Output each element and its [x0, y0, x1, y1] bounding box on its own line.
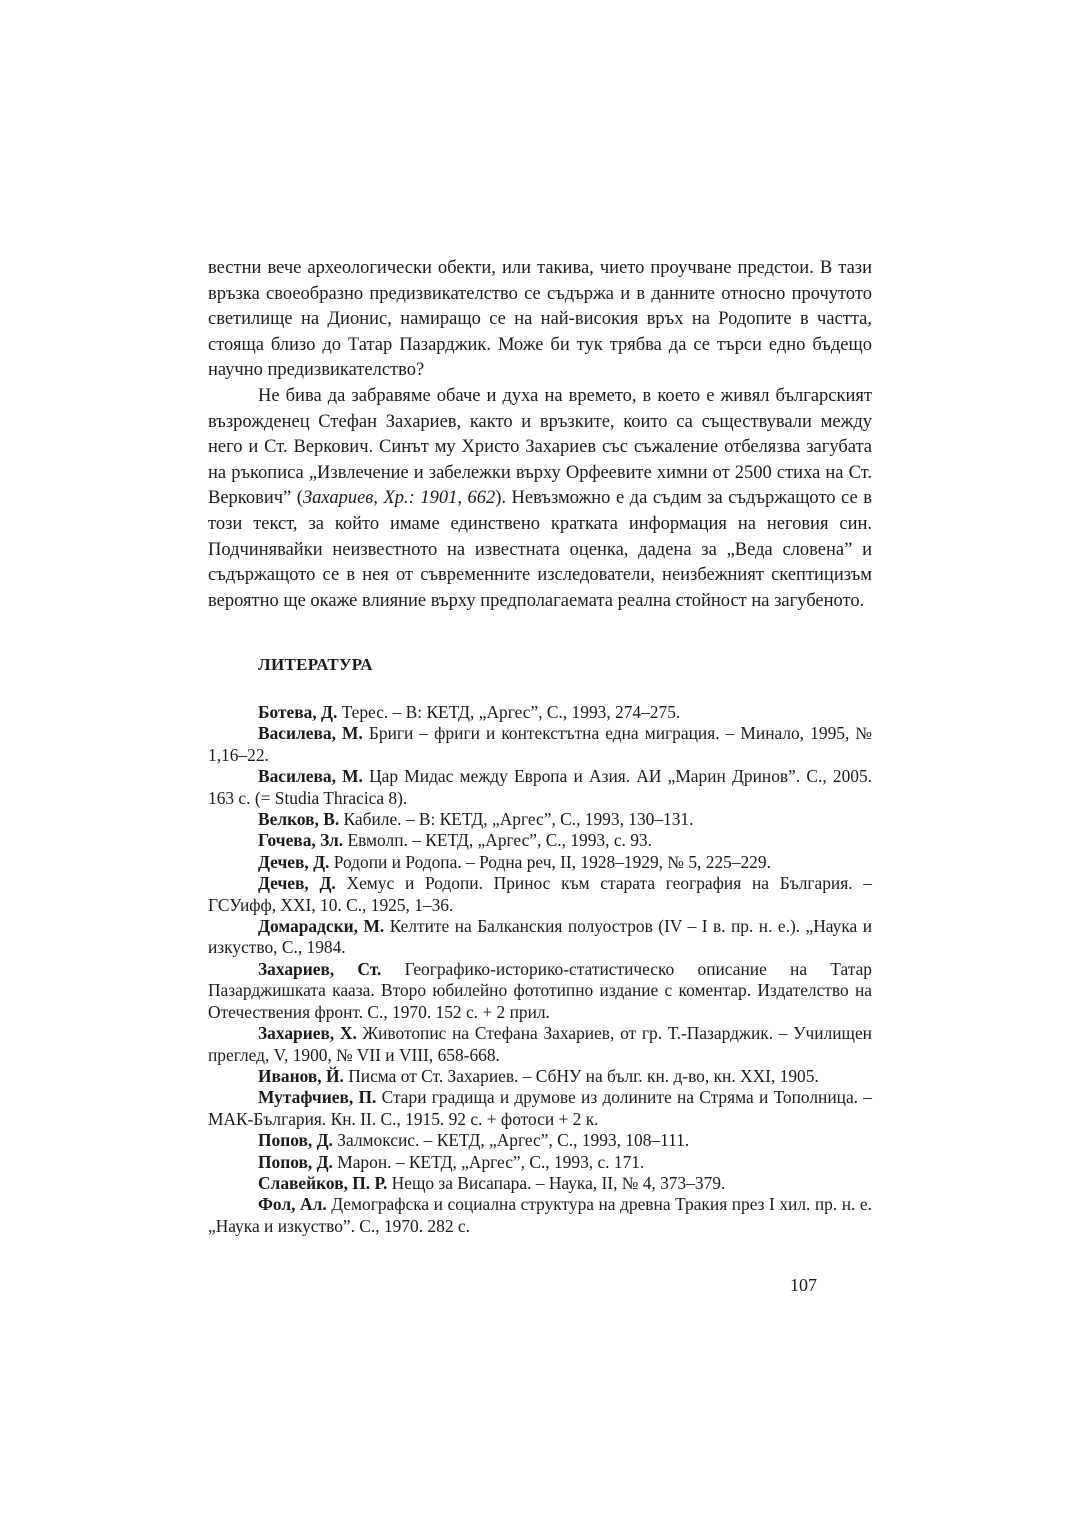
reference-details: Родопи и Родопа. – Родна реч, II, 1928–1929, № 5, 225–229. — [329, 851, 771, 872]
reference-author: Дечев, Д. — [258, 851, 330, 872]
references-list — [208, 702, 872, 1237]
reference-details: Терес. – В: КЕТД, „Аргес”, С., 1993, 274–275. — [337, 702, 681, 722]
reference-author: Захариев, Ст. — [258, 958, 382, 979]
reference-author: Попов, Д. — [258, 1151, 333, 1172]
reference-details: Залмоксис. – КЕТД, „Аргес”, С., 1993, 108–111. — [332, 1130, 690, 1151]
reference-details: Цар Мидас между Европа и Азия. АИ „Марин Дринов”. С., 2005. 163 с. (= Studia Thracica 8). — [208, 766, 873, 808]
reference-entry — [208, 1066, 872, 1087]
reference-entry — [208, 1194, 872, 1237]
reference-author: Велков, В. — [258, 809, 340, 830]
reference-details: Кабиле. – В: КЕТД, „Аргес”, С., 1993, 130–131. — [339, 809, 694, 830]
reference-entry — [208, 916, 872, 959]
literature-heading: ЛИТЕРАТУРА — [258, 655, 373, 674]
reference-entry — [208, 959, 872, 1023]
reference-entry — [208, 830, 872, 851]
reference-details: Географико-историко-статистическо описание на Татар Пазарджишката кааза. Второ юбилейно фототипно издание с коментар. Издателство на Отечествения фронт. С., 1970. 152 с. + 2 прил. — [208, 958, 872, 1022]
reference-entry — [208, 1023, 872, 1066]
reference-entry — [208, 702, 872, 723]
paragraph-text: ). Невъзможно е да съдим за съдържащото се в този текст, за който имаме единствено кратката информация на неговия син. Подчинявайки неизвестното на известната оценка, дадена за „Веда словена” и съдържащото се в нея от съвременните изследователи, неизбежният скептицизъм вероятно ще окаже влияние върху предполагаемата реална стойност на загубеното. — [208, 488, 872, 611]
reference-author: Гочева, Зл. — [258, 830, 344, 851]
reference-entry — [208, 852, 872, 873]
body-text — [208, 256, 872, 614]
reference-entry — [208, 723, 872, 766]
page-number: 107 — [790, 1275, 817, 1295]
body-paragraph — [208, 256, 872, 384]
reference-details: Марон. – КЕТД, „Аргес”, С., 1993, с. 171. — [332, 1151, 645, 1172]
reference-details: Стари градища и друмове из долините на Стряма и Тополница. – МАК-България. Кн. II. С., 1915. 92 с. + фотоси + 2 к. — [208, 1087, 872, 1129]
paragraph-text: вестни вече археологически обекти, или такива, чието проучване предстои. В тази връзка своеобразно предизвикателство се съдържа и в данните относно прочутото светилище на Дионис, намиращо се на най-високия връх на Родопите в частта, стояща близо до Татар Пазарджик. Може би тук трябва да се търси едно бъдещо научно предизвикателство? — [208, 258, 872, 381]
reference-author: Иванов, Й. — [258, 1065, 344, 1086]
reference-author: Домарадски, М. — [258, 916, 385, 937]
reference-entry — [208, 1130, 872, 1151]
paragraph-text: Не бива да забравяме обаче и духа на времето, в което е живял българският възрожденец Стефан Захариев, както и връзките, които са съществували между него и Ст. Веркович. Синът му Христо Захариев със съжаление отбелязва загубата на ръкописа „Извлечение и забележки върху Орфеевите химни от 2500 стиха на Ст. Веркович” ( — [208, 385, 872, 509]
reference-author: Фол, Ал. — [258, 1194, 327, 1215]
body-paragraph — [208, 384, 872, 614]
reference-author: Ботева, Д. — [258, 702, 338, 722]
reference-details: Нещо за Висапара. – Наука, II, № 4, 373–379. — [387, 1172, 726, 1193]
reference-author: Дечев, Д. — [258, 873, 336, 894]
reference-details: Хемус и Родопи. Принос към старата география на България. – ГСУифф, XXI, 10. С., 1925, 1–36. — [208, 873, 872, 915]
reference-details: Писма от Ст. Захариев. – СбНУ на бълг. кн. д-во, кн. XXI, 1905. — [343, 1065, 819, 1086]
reference-details: Демографска и социална структура на древна Тракия през I хил. пр. н. е. „Наука и изкуство”. С., 1970. 282 с. — [208, 1194, 872, 1236]
reference-details: Животопис на Стефана Захариев, от гр. Т.-Пазарджик. – Училищен преглед, V, 1900, № VII и VIII, 658-668. — [208, 1023, 872, 1065]
reference-author: Захариев, Х. — [258, 1023, 357, 1044]
reference-details: Бриги – фриги и контекстътна една миграция. – Минало, 1995, № 1,16–22. — [208, 723, 872, 765]
reference-author: Мутафчиев, П. — [258, 1087, 377, 1108]
reference-author: Василева, М. — [258, 766, 363, 787]
reference-entry — [208, 809, 872, 830]
reference-author: Славейков, П. Р. — [258, 1172, 388, 1193]
reference-entry — [208, 1173, 872, 1194]
reference-author: Попов, Д. — [258, 1130, 333, 1151]
reference-details: Келтите на Балканския полуостров (IV – I в. пр. н. е.). „Наука и изкуство, С., 1984. — [208, 916, 873, 958]
reference-details: Евмолп. – КЕТД, „Аргес”, С., 1993, с. 93. — [343, 830, 652, 851]
reference-entry — [208, 766, 872, 809]
reference-entry — [208, 1152, 872, 1173]
reference-entry — [208, 1087, 872, 1130]
reference-author: Василева, М. — [258, 723, 363, 744]
citation-text: Захариев, Хр.: 1901, 662 — [302, 488, 496, 509]
reference-entry — [208, 873, 872, 916]
